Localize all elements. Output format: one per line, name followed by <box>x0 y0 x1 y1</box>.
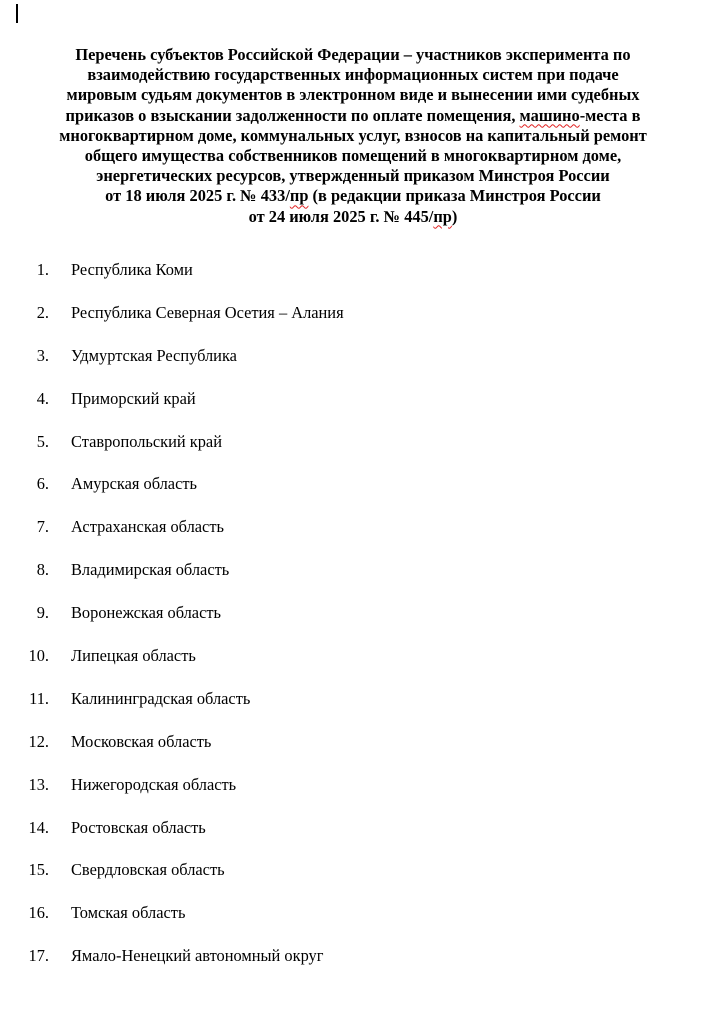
document-title <box>6 45 700 227</box>
subjects-list <box>0 259 706 988</box>
list-item <box>0 774 706 817</box>
title-line: Перечень субъектов Российской Федерации – участников эксперимента по <box>75 45 631 64</box>
list-item <box>0 431 706 474</box>
item-number: 15. <box>28 860 49 880</box>
list-item <box>0 602 706 645</box>
item-number: 10. <box>28 646 49 666</box>
item-name: Удмуртская Республика <box>71 345 237 365</box>
item-name: Липецкая область <box>71 646 196 666</box>
item-name: Нижегородская область <box>71 774 237 794</box>
list-item <box>0 345 706 388</box>
list-item <box>0 688 706 731</box>
title-line: многоквартирном доме, коммунальных услуг, взносов на капитальный ремонт <box>59 125 647 145</box>
item-number: 6. <box>36 474 49 494</box>
list-item <box>0 731 706 774</box>
item-number: 11. <box>29 688 49 708</box>
item-name: Республика Северная Осетия – Алания <box>71 302 344 322</box>
title-line: взаимодействию государственных информационных систем при подаче <box>87 65 619 85</box>
item-name: Свердловская область <box>71 860 225 880</box>
item-number: 3. <box>36 345 49 365</box>
item-number: 9. <box>36 603 49 623</box>
title-line: приказов о взыскании задолженности по оплате помещения, машино-места в <box>65 105 641 125</box>
item-name: Ростовская область <box>71 817 206 837</box>
item-number: 1. <box>36 260 49 279</box>
item-name: Московская область <box>71 731 212 751</box>
item-number: 5. <box>36 431 49 451</box>
title-line: от 24 июля 2025 г. № 445/пр) <box>248 206 458 226</box>
item-name: Ямало-Ненецкий автономный округ <box>71 946 324 966</box>
title-line: мировым судьям документов в электронном виде и вынесении ими судебных <box>66 85 640 105</box>
list-item <box>0 645 706 688</box>
item-name: Астраханская область <box>71 517 224 537</box>
spellcheck-mark: пр <box>289 186 309 206</box>
list-item <box>0 259 706 302</box>
title-line: общего имущества собственников помещений в многоквартирном доме, <box>84 146 622 166</box>
list-item <box>0 902 706 945</box>
spellcheck-mark: машино <box>519 105 580 125</box>
item-number: 4. <box>36 388 49 408</box>
item-number: 7. <box>36 517 49 537</box>
list-item <box>0 817 706 860</box>
list-item <box>0 388 706 431</box>
list-item <box>0 473 706 516</box>
item-name: Калининградская область <box>71 688 251 708</box>
item-number: 2. <box>36 302 49 322</box>
item-name: Республика Коми <box>71 260 193 279</box>
title-line: от 18 июля 2025 г. № 433/пр (в редакции приказа Минстроя России <box>105 186 601 206</box>
item-name: Владимирская область <box>71 560 230 580</box>
spellcheck-mark: пр <box>433 206 452 226</box>
title-line: энергетических ресурсов, утвержденный приказом Минстроя России <box>96 166 610 186</box>
item-name: Томская область <box>71 903 186 923</box>
list-item <box>0 559 706 602</box>
item-number: 17. <box>28 946 49 966</box>
item-number: 14. <box>28 817 49 837</box>
item-name: Ставропольский край <box>71 431 222 451</box>
item-number: 12. <box>28 731 49 751</box>
list-item <box>0 859 706 902</box>
item-number: 13. <box>28 774 49 794</box>
item-number: 16. <box>28 903 49 923</box>
item-number: 8. <box>36 560 49 580</box>
item-name: Амурская область <box>71 474 197 494</box>
list-item <box>0 302 706 345</box>
item-name: Воронежская область <box>71 603 221 623</box>
list-item <box>0 516 706 559</box>
list-item <box>0 945 706 988</box>
text-cursor <box>16 4 18 23</box>
item-name: Приморский край <box>71 388 196 408</box>
